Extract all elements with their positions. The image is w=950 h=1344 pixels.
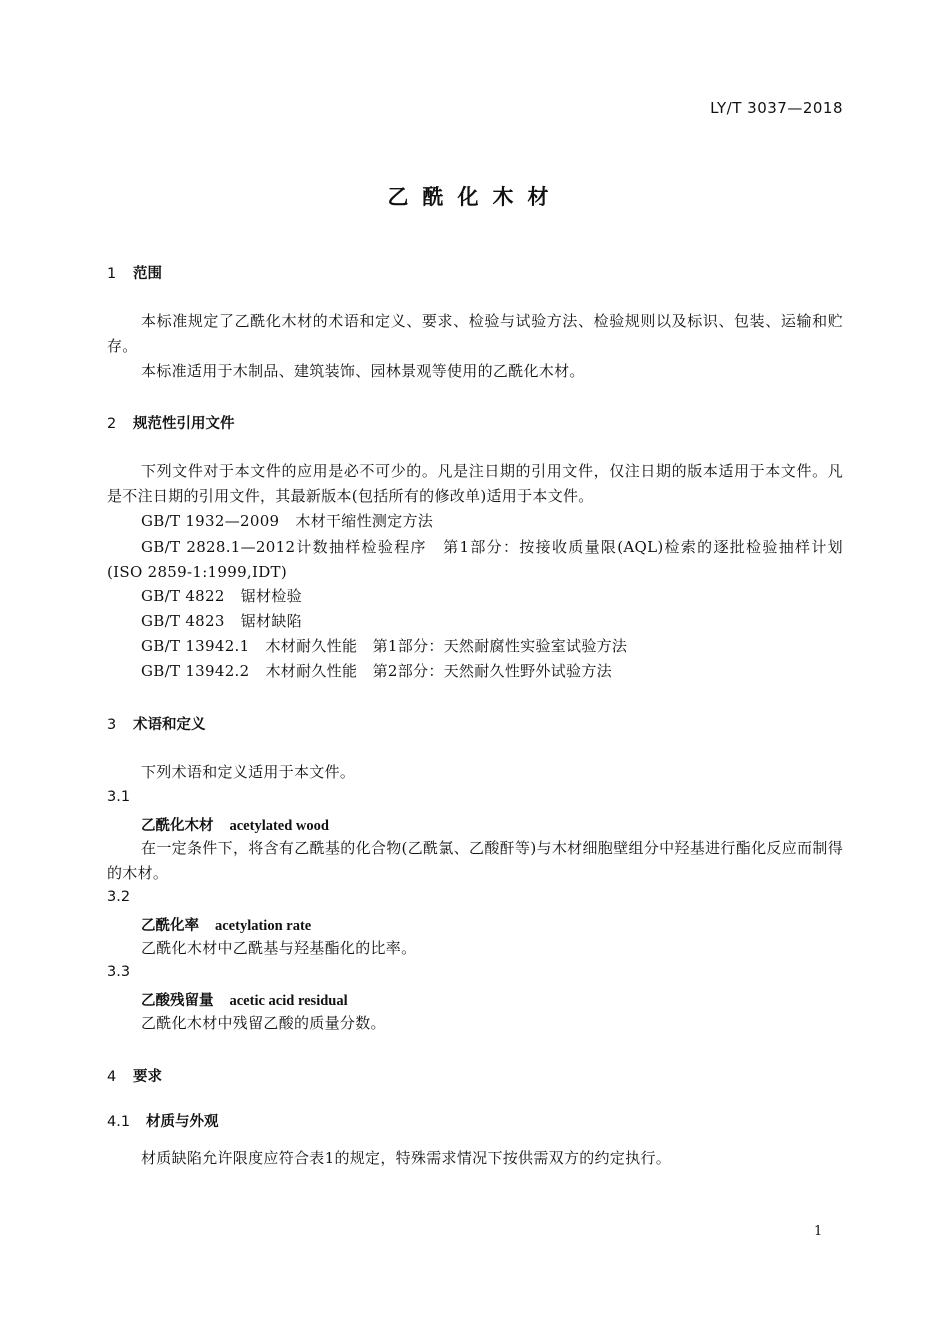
section-1-heading (107, 262, 162, 283)
reference-code: GB/T 4823 (141, 612, 225, 630)
reference-title: 锯材缺陷 (240, 612, 302, 630)
section-2-heading (107, 412, 235, 433)
term-english: acetylated wood (229, 818, 329, 834)
subsection-title: 材质与外观 (146, 1114, 219, 1130)
section-number: 4 (107, 1069, 117, 1085)
reference-code: GB/T 4822 (141, 587, 225, 605)
term-heading (141, 814, 329, 835)
reference-code: GB/T 1932—2009 (141, 512, 280, 530)
reference-title: 锯材检验 (240, 587, 302, 605)
standard-number: LY/T 3037—2018 (710, 99, 843, 117)
reference-title: 木材干缩性测定方法 (295, 512, 434, 530)
material-paragraph: 材质缺陷允许限度应符合表1的规定，特殊需求情况下按供需双方的约定执行。 (141, 1149, 672, 1167)
reference-code: GB/T 2828.1—2012 (141, 538, 296, 556)
section-3-heading (107, 713, 206, 734)
reference-title: 计数抽样检验程序 第1部分：按接收质量限(AQL)检索的逐批检验抽样计划(ISO 2859-1:1999,IDT) (107, 538, 843, 581)
section-4-heading (107, 1065, 162, 1086)
term-heading (141, 914, 311, 935)
term-chinese: 乙酰化木材 (141, 818, 214, 834)
term-number: 3.1 (107, 789, 131, 805)
reference-title: 木材耐久性能 第1部分：天然耐腐性实验室试验方法 (265, 637, 628, 655)
reference-item (141, 510, 433, 531)
section-title: 要求 (133, 1069, 162, 1085)
term-number: 3.2 (107, 889, 131, 905)
section-title: 术语和定义 (133, 717, 206, 733)
scope-paragraph-2: 本标准适用于木制品、建筑装饰、园林景观等使用的乙酰化木材。 (141, 362, 585, 380)
reference-code: GB/T 13942.1 (141, 637, 250, 655)
references-intro: 下列文件对于本文件的应用是必不可少的。凡是注日期的引用文件，仅注日期的版本适用于本文件。凡是不注日期的引用文件，其最新版本(包括所有的修改单)适用于本文件。 (107, 462, 843, 505)
term-english: acetylation rate (215, 918, 312, 934)
reference-item (141, 635, 627, 656)
term-chinese: 乙酰化率 (141, 918, 199, 934)
section-number: 2 (107, 416, 117, 432)
terms-intro: 下列术语和定义适用于本文件。 (141, 763, 356, 781)
subsection-number: 4.1 (107, 1114, 131, 1130)
section-title: 范围 (133, 266, 162, 282)
reference-item (141, 610, 302, 631)
term-english: acetic acid residual (229, 993, 348, 1009)
document-title: 乙酰化木材 (387, 185, 563, 209)
reference-item (141, 660, 612, 681)
section-number: 1 (107, 266, 117, 282)
section-title: 规范性引用文件 (133, 416, 235, 432)
reference-item (107, 535, 843, 585)
term-heading (141, 989, 348, 1010)
term-definition: 在一定条件下，将含有乙酰基的化合物(乙酰氯、乙酸酐等)与木材细胞壁组分中羟基进行酯化反应而制得的木材。 (107, 839, 843, 882)
term-definition: 乙酰化木材中残留乙酸的质量分数。 (141, 1014, 386, 1032)
section-number: 3 (107, 717, 117, 733)
reference-code: GB/T 13942.2 (141, 662, 250, 680)
term-chinese: 乙酸残留量 (141, 993, 214, 1009)
reference-item (141, 585, 302, 606)
subsection-4-1-heading (107, 1110, 219, 1131)
page-number: 1 (814, 1224, 823, 1239)
term-number: 3.3 (107, 964, 131, 980)
scope-paragraph-1: 本标准规定了乙酰化木材的术语和定义、要求、检验与试验方法、检验规则以及标识、包装、运输和贮存。 (107, 312, 843, 355)
term-definition: 乙酰化木材中乙酰基与羟基酯化的比率。 (141, 939, 417, 957)
reference-title: 木材耐久性能 第2部分：天然耐久性野外试验方法 (265, 662, 612, 680)
